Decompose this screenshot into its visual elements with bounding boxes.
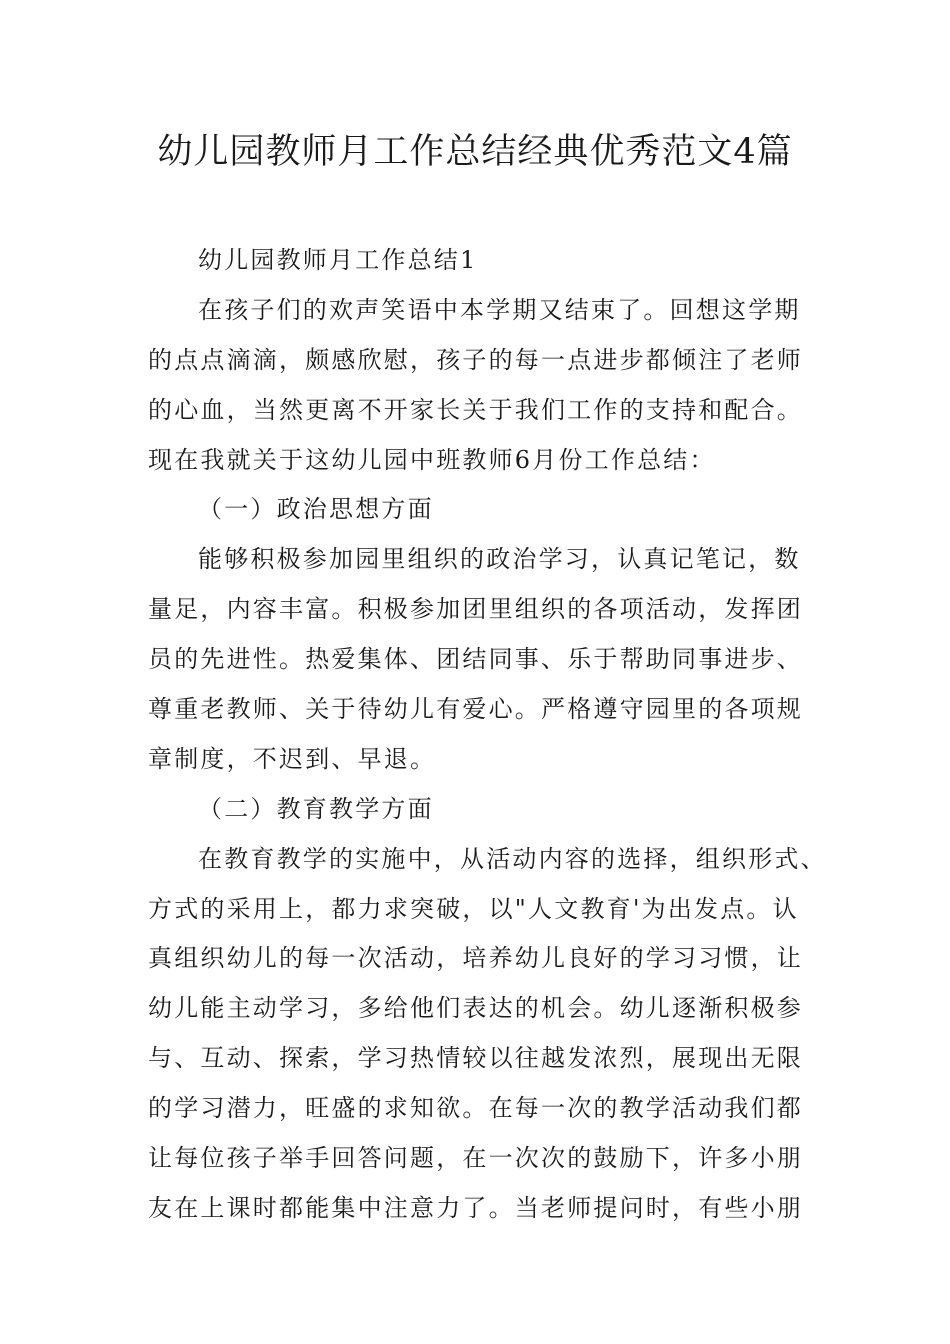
paragraph-line: 幼儿能主动学习，多给他们表达的机会。幼儿逐渐积极参 (148, 994, 803, 1023)
document-body (148, 236, 827, 1234)
paragraph-line: 真组织幼儿的每一次活动，培养幼儿良好的学习习惯，让 (148, 944, 803, 973)
paragraph-line: 与、互动、探索，学习热情较以往越发浓烈，展现出无限 (148, 1044, 803, 1073)
paragraph-line: 尊重老教师、关于待幼儿有爱心。严格遵守园里的各项规 (148, 695, 803, 724)
section-heading-1: 幼儿园教师月工作总结1 (198, 246, 478, 274)
subsection-heading-teaching: （二）教育教学方面 (198, 794, 434, 823)
paragraph-line: 的心血，当然更离不开家长关于我们工作的支持和配合。 (148, 395, 803, 424)
paragraph-line: 量足，内容丰富。积极参加团里组织的各项活动，发挥团 (148, 595, 803, 624)
paragraph-line: 员的先进性。热爱集体、团结同事、乐于帮助同事进步、 (148, 645, 803, 674)
paragraph-line: 方式的采用上，都力求突破，以"人文教育'为出发点。认 (148, 894, 799, 923)
paragraph-line: 的点点滴滴，颇感欣慰，孩子的每一点进步都倾注了老师 (148, 345, 803, 374)
paragraph-line: 让每位孩子举手回答问题，在一次次的鼓励下，许多小朋 (148, 1144, 803, 1173)
paragraph-line: 现在我就关于这幼儿园中班教师6月份工作总结： (148, 445, 716, 474)
paragraph-line: 友在上课时都能集中注意力了。当老师提问时，有些小朋 (148, 1193, 803, 1222)
paragraph-line: 的学习潜力，旺盛的求知欲。在每一次的教学活动我们都 (148, 1094, 803, 1123)
paragraph-line: 能够积极参加园里组织的政治学习，认真记笔记，数 (198, 545, 801, 574)
paragraph-line: 在孩子们的欢声笑语中本学期又结束了。回想这学期 (198, 295, 801, 324)
subsection-heading-politics: （一）政治思想方面 (198, 495, 434, 524)
paragraph-line: 在教育教学的实施中，从活动内容的选择，组织形式、 (198, 844, 827, 873)
document-title: 幼儿园教师月工作总结经典优秀范文4篇 (157, 132, 793, 172)
paragraph-line: 章制度，不迟到、早退。 (148, 744, 437, 773)
